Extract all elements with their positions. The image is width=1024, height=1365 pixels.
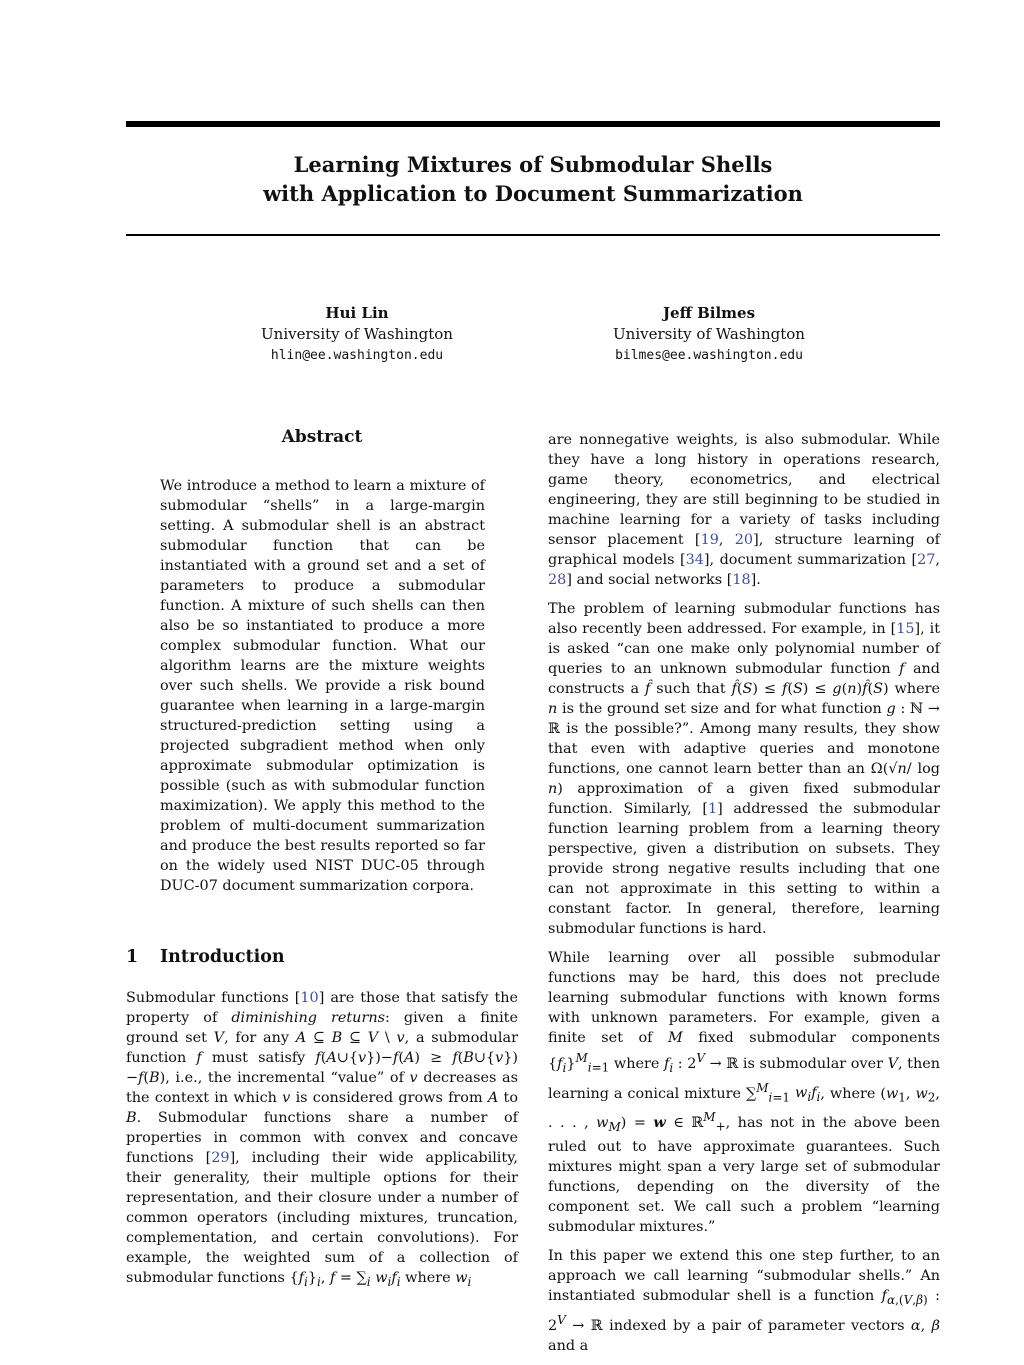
- intro-paragraph-1-continued: are nonnegative weights, is also submodular. While they have a long history in operations research, game theory, econometrics, and electrical engineering, they are still beginning to be studied in machine learning for a variety of tasks including sensor placement [19, 20], structure learning of graphical models [34], document summarization [27, 28] and social networks [18].: [548, 432, 941, 588]
- author-email: hlin@ee.washington.edu: [270, 348, 444, 363]
- title-rule-top: [126, 121, 940, 127]
- citation-link[interactable]: 28: [548, 572, 567, 588]
- title-rule-bottom: [126, 234, 940, 236]
- abstract-heading: Abstract: [281, 427, 363, 447]
- title-line-2: with Application to Document Summarization: [263, 181, 803, 206]
- citation-link[interactable]: 18: [732, 572, 751, 588]
- intro-paragraph-1: Submodular functions [10] are those that satisfy the property of diminishing returns: given a finite ground set V, for any A ⊆ B ⊆ V \ v, a submodular function f must satisfy f(A∪{v})−f(A) ≥ f(B∪{v})−f(B), i.e., the incremental “value” of v decreases as the context in which v is considered grows from A to B. Submodular functions share a number of properties in common with convex and concave functions [29], including their wide applicability, their generality, their multiple options for their representation, and their closure under a number of common operators (including mixtures, truncation, complementation, and certain convolutions). For example, the weighted sum of a collection of submodular functions $\{f_i\}_i$, $f = \sum_i$ $w_if_i$ where $w_i$: [126, 990, 519, 1289]
- author-affiliation: University of Washington: [261, 325, 453, 343]
- intro-paragraph-2: The problem of learning submodular functions has also recently been addressed. For example, in [15], it is asked “can one make only polynomial number of queries to an unknown submodular function f and constructs a f̂ such that f̂(S) ≤ f(S) ≤ g(n)f̂(S) where n is the ground set size and for what function g : ℕ → ℝ is the possible?”. Among many results, they show that even with adaptive queries and monotone functions, one cannot learn better than an Ω(√n/ log n) approximation of a given fixed submodular function. Similarly, [1] addressed the submodular function learning problem from a learning theory perspective, given a distribution on subsets. They provide strong negative results including that one can not approximate in this setting to within a constant factor. In general, therefore, learning submodular functions is hard.: [548, 601, 941, 937]
- intro-paragraph-3: While learning over all possible submodular functions may be hard, this does not preclude learning submodular functions with known forms with unknown parameters. For example, given a finite set of M fixed submodular components $\{f_i\}^M_{i=1}$ where $f_i$ : $2^V$ → ℝ is submodular over V, then learning a conical mixture ∑$^M_{i=1}$ $w_if_i$, where ($w_1$, $w_2$, . . . , $w_M) = w$ ∈ ℝ$^M_+$, has not in the above been ruled out to have approximate guarantees. Such mixtures might span a very large set of submodular functions, depending on the diversity of the component set. We call such a problem “learning submodular mixtures.”: [548, 950, 940, 1236]
- citation-link[interactable]: 19: [700, 532, 719, 548]
- citation-link[interactable]: 15: [896, 621, 915, 637]
- citation-link[interactable]: 1: [707, 801, 718, 817]
- citation-link[interactable]: 29: [211, 1150, 230, 1166]
- section-heading: [126, 947, 518, 967]
- title-line-1: Learning Mixtures of Submodular Shells: [293, 152, 773, 177]
- author-affiliation: University of Washington: [613, 325, 805, 343]
- abstract-text: We introduce a method to learn a mixture of submodular “shells” in a large-margin setting. A submodular shell is an abstract submodular function that can be instantiated with a ground set and a set of parameters to produce a submodular function. A mixture of such shells can then also be so instantiated to produce a more complex submodular function. What our algorithm learns are the mixture weights over such shells. We provide a risk bound guarantee when learning in a large-margin structured-prediction setting using a projected subgradient method when only approximate submodular optimization is possible (such as with submodular function maximization). We apply this method to the problem of multi-document summarization and produce the best results reported so far on the widely used NIST DUC-05 through DUC-07 document summarization corpora.: [160, 478, 485, 894]
- citation-link[interactable]: 10: [300, 990, 319, 1006]
- author-email: bilmes@ee.washington.edu: [615, 348, 803, 363]
- author-block-2: [559, 303, 859, 366]
- citation-link[interactable]: 20: [734, 532, 754, 548]
- citation-link[interactable]: 27: [917, 552, 936, 568]
- abstract-body: [126, 476, 518, 896]
- author-block-1: [207, 303, 507, 366]
- section-number: 1: [126, 947, 139, 967]
- left-column: [126, 427, 518, 1301]
- section-title: Introduction: [160, 947, 285, 967]
- right-column: [548, 430, 940, 1365]
- citation-link[interactable]: 34: [685, 552, 704, 568]
- intro-paragraph-4: In this paper we extend this one step further, to an approach we call learning “submodular shells.” An instantiated submodular shell is a function $f_{\alpha,(V,\beta)}$ : $2^V$ → ℝ indexed by a pair of parameter vectors α, β and a: [548, 1248, 940, 1354]
- author-name: Hui Lin: [325, 304, 389, 322]
- paper-title: [126, 150, 940, 208]
- author-name: Jeff Bilmes: [662, 304, 756, 322]
